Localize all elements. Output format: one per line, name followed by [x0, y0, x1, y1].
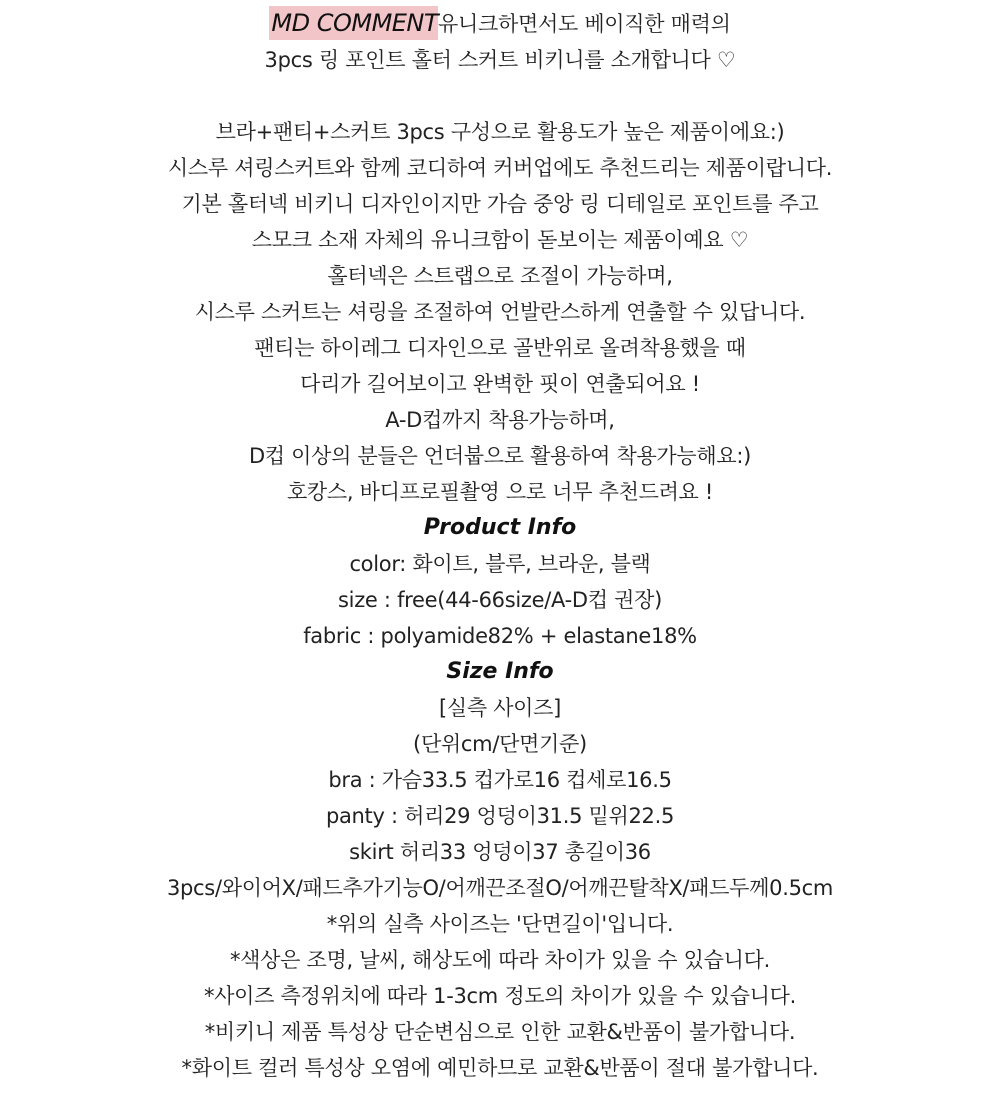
size-info-bra: bra : 가슴33.5 컵가로16 컵세로16.5 [328, 768, 672, 792]
intro-line-2: 3pcs 링 포인트 홀터 스커트 비키니를 소개합니다 ♡ [264, 48, 736, 72]
size-info-title: Size Info [446, 659, 554, 684]
intro-line-1 [0, 6, 1000, 42]
product-info-size: size : free(44-66size/A-D컵 권장) [338, 588, 662, 612]
notes-section [0, 906, 1000, 1086]
note-line: *비키니 제품 특성상 단순변심으로 인한 교환&반품이 불가합니다. [204, 1020, 796, 1044]
description-line: D컵 이상의 분들은 언더붑으로 활용하여 착용가능해요:) [248, 444, 752, 468]
product-info-color: color: 화이트, 블루, 브라운, 블랙 [349, 552, 651, 576]
description-line: 팬티는 하이레그 디자인으로 골반위로 올려착용했을 때 [254, 336, 746, 360]
description-line: 브라+팬티+스커트 3pcs 구성으로 활용도가 높은 제품이에요:) [215, 120, 785, 144]
size-info-spec: 3pcs/와이어X/패드추가기능O/어깨끈조절O/어깨끈탈착X/패드두께0.5cm [166, 876, 834, 900]
description-line: 스모크 소재 자체의 유니크함이 돋보이는 제품이예요 ♡ [251, 228, 749, 252]
note-line: *화이트 컬러 특성상 오염에 예민하므로 교환&반품이 절대 불가합니다. [181, 1056, 819, 1080]
description-line: 다리가 길어보이고 완벽한 핏이 연출되어요 ! [300, 372, 700, 396]
note-line: *색상은 조명, 날씨, 해상도에 따라 차이가 있을 수 있습니다. [229, 948, 770, 972]
size-info-panty: panty : 허리29 엉덩이31.5 밑위22.5 [325, 804, 675, 828]
description-line: 호캉스, 바디프로필촬영 으로 너무 추천드려요 ! [286, 480, 714, 504]
description-line: 기본 홀터넥 비키니 디자인이지만 가슴 중앙 링 디테일로 포인트를 주고 [181, 192, 819, 216]
description-line: A-D컵까지 착용가능하며, [385, 408, 615, 432]
note-line: *위의 실측 사이즈는 '단면길이'입니다. [326, 912, 674, 936]
size-info-line: (단위cm/단면기준) [413, 732, 587, 756]
description-line: 시스루 스커트는 셔링을 조절하여 언발란스하게 연출할 수 있답니다. [194, 300, 806, 324]
size-info-section [0, 654, 1000, 906]
product-info-fabric: fabric : polyamide82% + elastane18% [303, 624, 697, 648]
description-line: 시스루 셔링스커트와 함께 코디하여 커버업에도 추천드리는 제품이랍니다. [167, 156, 833, 180]
description-block [0, 114, 1000, 510]
product-info-title: Product Info [423, 515, 577, 540]
size-info-line: [실측 사이즈] [438, 696, 562, 720]
note-line: *사이즈 측정위치에 따라 1-3cm 정도의 차이가 있을 수 있습니다. [203, 984, 797, 1008]
product-info-section [0, 510, 1000, 654]
md-comment-tag: MD COMMENT [269, 6, 438, 40]
intro-line-1-text: 유니크하면서도 베이직한 매력의 [438, 12, 731, 36]
spacer [0, 78, 1000, 114]
size-info-skirt: skirt 허리33 엉덩이37 총길이36 [349, 840, 651, 864]
description-line: 홀터넥은 스트랩으로 조절이 가능하며, [327, 264, 673, 288]
